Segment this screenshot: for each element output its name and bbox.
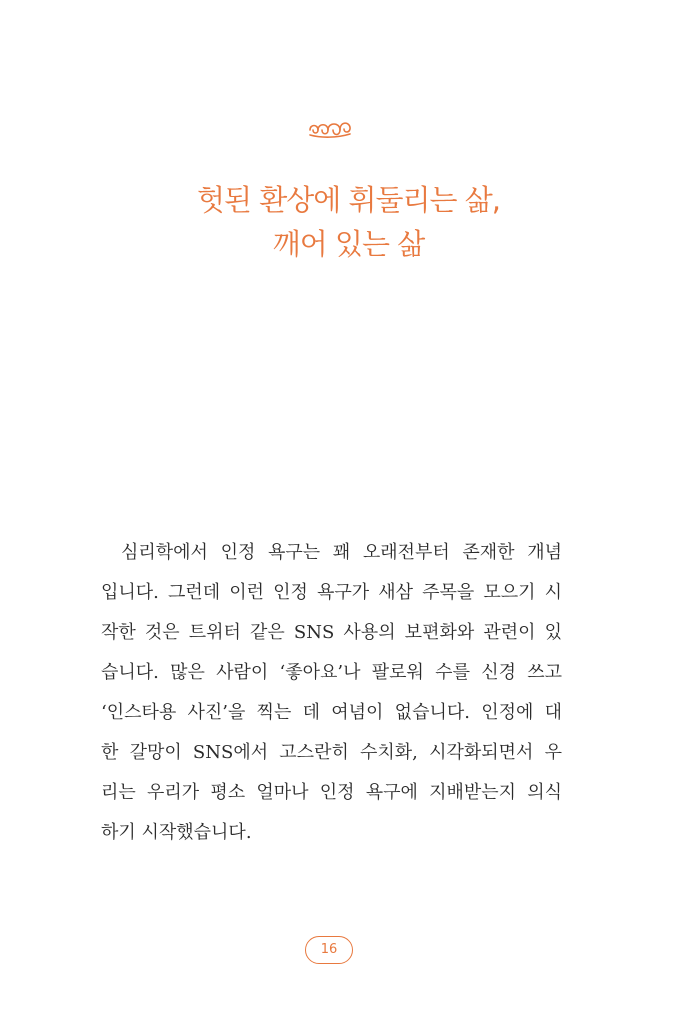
- body-line: 하기 시작했습니다.: [101, 822, 252, 843]
- chapter-title-line-1: 헛된 환상에 휘둘리는 삶,: [196, 183, 500, 217]
- body-line: 작한 것은 트위터 같은 SNS 사용의 보편화와 관련이 있: [101, 622, 562, 643]
- body-line: 입니다. 그런데 이런 인정 욕구가 새삼 주목을 모으기 시: [101, 582, 562, 603]
- body-line: 습니다. 많은 사람이 ‘좋아요’나 팔로워 수를 신경 쓰고: [101, 662, 562, 683]
- chapter-title-line-2: 깨어 있는 삶: [272, 227, 425, 261]
- body-line: 심리학에서 인정 욕구는 꽤 오래전부터 존재한 개념: [121, 542, 562, 563]
- body-line: 한 갈망이 SNS에서 고스란히 수치화, 시각화되면서 우: [101, 742, 562, 763]
- page-number: 16: [305, 936, 353, 964]
- chapter-title: [0, 178, 697, 266]
- body-line: ‘인스타용 사진’을 찍는 데 여념이 없습니다. 인정에 대: [101, 702, 562, 723]
- body-line: 리는 우리가 평소 얼마나 인정 욕구에 지배받는지 의식: [101, 782, 562, 803]
- swirl-ornament-icon: [307, 118, 353, 140]
- body-paragraph: [101, 533, 562, 853]
